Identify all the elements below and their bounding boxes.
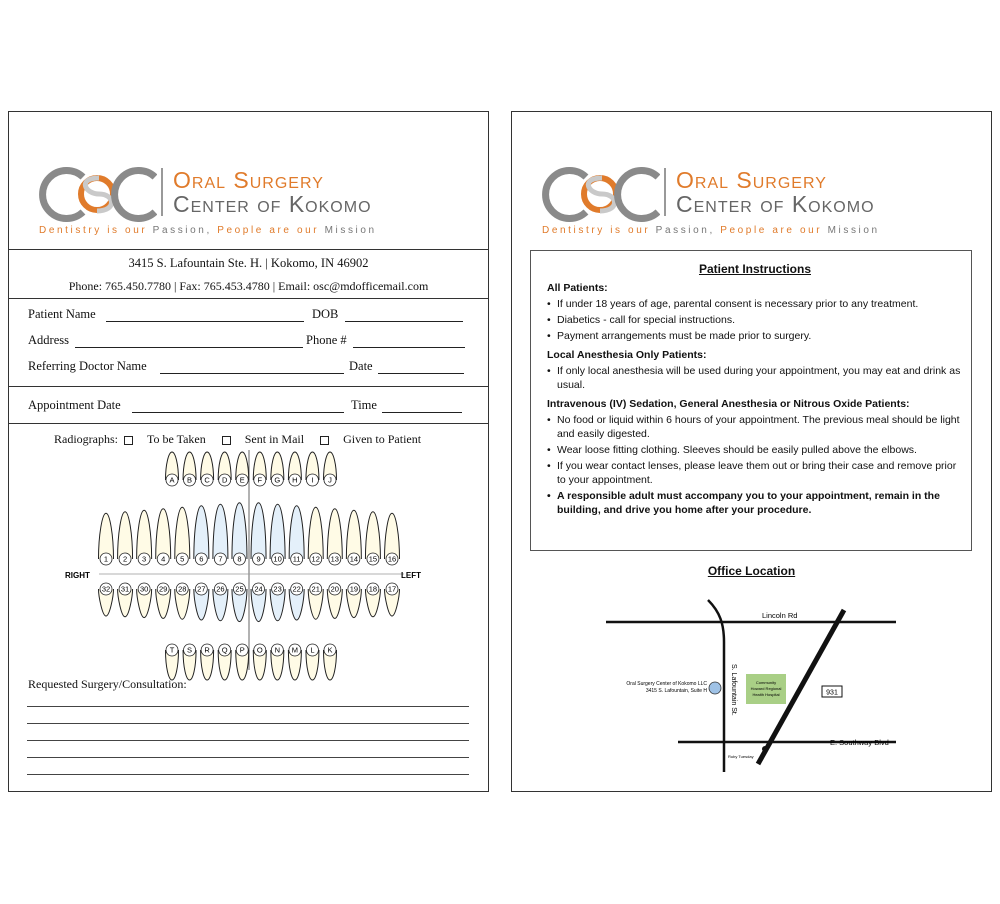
permanent-lower-tooth[interactable] (365, 583, 380, 617)
primary-upper-tooth[interactable] (236, 452, 249, 486)
brand-line2: Center of Kokomo (676, 191, 875, 217)
primary-lower-tooth[interactable] (183, 644, 196, 680)
tooth-label: T (169, 645, 175, 655)
tooth-label: D (221, 475, 228, 485)
office-marker-icon[interactable] (709, 682, 721, 694)
permanent-upper-tooth[interactable] (270, 504, 285, 565)
permanent-upper-tooth[interactable] (137, 510, 152, 565)
primary-upper-tooth[interactable] (201, 452, 214, 486)
local-anesthesia-list (547, 364, 963, 392)
address-label: Address (28, 333, 69, 347)
given-to-patient-label: Given to Patient (343, 432, 422, 446)
appointment-section (9, 386, 488, 423)
tooth-label: 1 (103, 554, 109, 564)
right-side-label: RIGHT (65, 571, 90, 580)
tagline (542, 225, 880, 236)
permanent-lower-tooth[interactable] (99, 583, 114, 616)
tooth-label: G (274, 475, 281, 485)
permanent-upper-tooth[interactable] (308, 507, 323, 565)
tagline-a: Dentistry is our (542, 225, 656, 236)
referring-label: Referring Doctor Name (28, 359, 147, 373)
chart-section (9, 423, 488, 794)
tooth-label: P (239, 645, 245, 655)
time-label: Time (351, 398, 377, 412)
permanent-lower-tooth[interactable] (156, 583, 171, 618)
tooth-label: 31 (120, 584, 130, 594)
lincoln-label: Lincoln Rd (762, 611, 798, 620)
permanent-upper-tooth[interactable] (385, 513, 400, 565)
list-item: • A responsible adult must accompany you to your appointment, remain in the building, and drive you home after your procedure. (557, 489, 963, 517)
dob-field[interactable] (345, 321, 463, 322)
permanent-upper-tooth[interactable] (175, 507, 190, 565)
ruby-tuesday-label: Ruby Tuesday (728, 754, 754, 759)
list-item: • If you wear contact lenses, please leave them out or bring their case and remove prior to your appointment. (557, 459, 963, 487)
given-to-patient-checkbox[interactable] (320, 436, 329, 445)
tooth-label: 28 (178, 584, 187, 594)
tooth-label: C (204, 475, 210, 485)
permanent-lower-tooth[interactable] (308, 583, 323, 619)
tooth-label: 5 (180, 554, 185, 564)
primary-upper-tooth[interactable] (324, 452, 337, 486)
radiographs-row (54, 432, 421, 447)
patient-instructions-box (530, 250, 972, 551)
office-label1: Oral Surgery Center of Kokomo LLC (626, 681, 707, 687)
tooth-label: S (187, 645, 193, 655)
tooth-label: L (310, 645, 315, 655)
tooth-chart (9, 450, 490, 690)
appointment-field[interactable] (132, 412, 344, 413)
tooth-label: 16 (387, 554, 397, 564)
list-item: • If only local anesthesia will be used during your appointment, you may eat and drink as usual. (557, 364, 963, 392)
tooth-label: O (256, 645, 263, 655)
office-address: 3415 S. Lafountain Ste. H. | Kokomo, IN 46902 (128, 256, 369, 270)
lafountain-label: S. Lafountain St. (730, 664, 737, 716)
tooth-label: 24 (254, 584, 263, 594)
permanent-upper-tooth[interactable] (213, 504, 228, 565)
primary-lower-tooth[interactable] (218, 644, 231, 680)
tagline (39, 225, 377, 236)
list-item: • If under 18 years of age, parental consent is necessary prior to any treatment. (557, 297, 963, 311)
tooth-label: 6 (199, 554, 204, 564)
brand-name (664, 168, 875, 216)
primary-upper-tooth[interactable] (218, 452, 231, 486)
primary-upper-tooth[interactable] (183, 452, 196, 486)
address-field[interactable] (75, 347, 303, 348)
radiographs-label: Radiographs: (54, 432, 118, 446)
permanent-upper-tooth[interactable] (118, 512, 133, 565)
tooth-label: 23 (273, 584, 282, 594)
permanent-lower-tooth[interactable] (385, 583, 400, 616)
permanent-lower-tooth[interactable] (270, 583, 285, 621)
brand-line1: Oral Surgery (173, 167, 324, 193)
list-item: • Diabetics - call for special instructions. (557, 313, 963, 327)
local-anesthesia-heading: Local Anesthesia Only Patients: (547, 349, 707, 361)
primary-upper-tooth[interactable] (253, 452, 266, 486)
patient-name-label: Patient Name (28, 307, 96, 321)
route-label: 931 (826, 689, 838, 697)
office-contact: Phone: 765.450.7780 | Fax: 765.453.4780 | Email: osc@mdofficemail.com (68, 279, 429, 293)
permanent-upper-tooth[interactable] (156, 509, 171, 565)
to-be-taken-label: To be Taken (147, 432, 206, 446)
date-field[interactable] (378, 373, 464, 374)
dob-label: DOB (312, 307, 339, 321)
tooth-label: 19 (349, 584, 359, 594)
permanent-upper-tooth[interactable] (346, 510, 361, 565)
permanent-upper-tooth[interactable] (194, 506, 209, 565)
tagline-c: People are our (720, 225, 828, 236)
tooth-label: N (274, 645, 281, 655)
ruby-tuesday-marker-icon (762, 746, 768, 752)
permanent-lower-tooth[interactable] (327, 583, 342, 618)
list-item: • No food or liquid within 6 hours of your appointment. The previous meal should be light and easily digested. (557, 413, 963, 441)
tagline-d: Mission (324, 225, 377, 236)
permanent-lower-tooth[interactable] (118, 583, 133, 617)
tooth-label: 2 (122, 554, 128, 564)
to-be-taken-checkbox[interactable] (124, 436, 133, 445)
primary-lower-tooth[interactable] (166, 644, 179, 680)
patient-form-card (8, 111, 489, 792)
tooth-label: 4 (161, 554, 166, 564)
tooth-label: 8 (237, 554, 242, 564)
permanent-lower-tooth[interactable] (194, 583, 209, 620)
patient-info-section (9, 298, 488, 387)
tagline-c: People are our (217, 225, 325, 236)
tooth-label: 18 (368, 584, 378, 594)
brand-line1: Oral Surgery (676, 167, 827, 193)
instructions-header (512, 112, 991, 249)
iv-sedation-list (547, 413, 963, 517)
patient-name-field[interactable] (106, 321, 304, 322)
tooth-label: 11 (292, 554, 301, 564)
instructions-card (511, 111, 992, 792)
sent-in-mail-checkbox[interactable] (222, 436, 231, 445)
office-label2: 3415 S. Lafountain, Suite H (645, 688, 707, 694)
phone-label: Phone # (306, 333, 347, 347)
tooth-label: R (204, 645, 210, 655)
tooth-label: 17 (387, 584, 397, 594)
tooth-label: 27 (197, 584, 206, 594)
tagline-d: Mission (827, 225, 880, 236)
permanent-upper-tooth[interactable] (289, 506, 304, 565)
form-header (9, 112, 488, 249)
tooth-label: 32 (101, 584, 111, 594)
brand-name (161, 168, 372, 216)
osc-logo-icon (37, 167, 157, 222)
all-patients-list (547, 297, 963, 343)
tooth-label: F (257, 475, 263, 485)
tooth-label: M (291, 645, 299, 655)
primary-lower-tooth[interactable] (236, 644, 249, 680)
permanent-upper-tooth[interactable] (99, 513, 114, 565)
permanent-lower-tooth[interactable] (175, 583, 190, 619)
referring-field[interactable] (160, 373, 344, 374)
tooth-label: 9 (256, 554, 261, 564)
primary-upper-tooth[interactable] (288, 452, 301, 486)
primary-upper-tooth[interactable] (306, 452, 319, 486)
permanent-upper-tooth[interactable] (365, 512, 380, 565)
tooth-label: 13 (330, 554, 339, 564)
tooth-label: 22 (292, 584, 301, 594)
office-map (512, 582, 993, 792)
list-item: • Payment arrangements must be made prior to surgery. (557, 329, 963, 343)
instructions-title: Patient Instructions (698, 262, 811, 276)
tooth-label: J (328, 475, 332, 485)
permanent-lower-tooth[interactable] (346, 583, 361, 618)
tagline-b: Passion, (655, 225, 721, 236)
office-location-title: Office Location (707, 564, 796, 578)
tooth-label: K (327, 645, 333, 655)
primary-lower-tooth[interactable] (253, 644, 266, 680)
primary-upper-tooth[interactable] (166, 452, 179, 486)
time-field[interactable] (382, 412, 462, 413)
primary-lower-tooth[interactable] (201, 644, 214, 680)
tooth-label: 10 (273, 554, 282, 564)
all-patients-heading: All Patients: (547, 282, 608, 294)
phone-field[interactable] (353, 347, 465, 348)
tooth-label: 25 (235, 584, 244, 594)
list-item: • Wear loose fitting clothing. Sleeves should be easily pulled above the elbows. (557, 443, 963, 457)
permanent-upper-tooth[interactable] (251, 503, 266, 565)
primary-lower-tooth[interactable] (306, 644, 319, 680)
osc-logo-icon (540, 167, 660, 222)
address-section (9, 249, 488, 298)
appointment-label: Appointment Date (28, 398, 121, 412)
tooth-label: A (169, 475, 175, 485)
date-label: Date (349, 359, 373, 373)
permanent-lower-tooth[interactable] (213, 583, 228, 621)
permanent-lower-tooth[interactable] (232, 583, 247, 622)
tooth-label: 15 (368, 554, 378, 564)
tooth-label: 20 (330, 584, 339, 594)
tooth-label: I (311, 475, 314, 485)
hospital-line1: Community (755, 680, 777, 685)
tagline-b: Passion, (152, 225, 218, 236)
tooth-label: 3 (142, 554, 147, 564)
sent-in-mail-label: Sent in Mail (244, 432, 305, 446)
tooth-label: 7 (218, 554, 223, 564)
primary-lower-tooth[interactable] (271, 644, 284, 680)
left-side-label: LEFT (401, 571, 421, 580)
tooth-label: 29 (159, 584, 168, 594)
requested-surgery-label: Requested Surgery/Consultation: (28, 677, 187, 691)
permanent-upper-tooth[interactable] (232, 503, 247, 565)
primary-lower-tooth[interactable] (288, 644, 301, 680)
tooth-label: 21 (311, 584, 320, 594)
brand-line2: Center of Kokomo (173, 191, 372, 217)
tooth-label: 14 (349, 554, 359, 564)
tooth-label: H (292, 475, 298, 485)
permanent-lower-tooth[interactable] (137, 583, 152, 618)
permanent-lower-tooth[interactable] (289, 583, 304, 620)
primary-upper-tooth[interactable] (271, 452, 284, 486)
permanent-upper-tooth[interactable] (327, 509, 342, 565)
tooth-label: 12 (311, 554, 320, 564)
tooth-label: Q (221, 645, 228, 655)
tooth-label: 26 (216, 584, 225, 594)
hospital-line3: Health Hospital (752, 692, 780, 697)
tagline-a: Dentistry is our (39, 225, 153, 236)
southway-label: E. Southway Blvd (830, 738, 889, 747)
tooth-label: B (187, 475, 193, 485)
primary-lower-tooth[interactable] (324, 644, 337, 680)
tooth-label: E (239, 475, 245, 485)
iv-sedation-heading: Intravenous (IV) Sedation, General Anesthesia or Nitrous Oxide Patients: (547, 398, 910, 410)
permanent-lower-tooth[interactable] (251, 583, 266, 622)
hospital-line2: Howard Regional (750, 686, 782, 691)
tooth-label: 30 (139, 584, 149, 594)
